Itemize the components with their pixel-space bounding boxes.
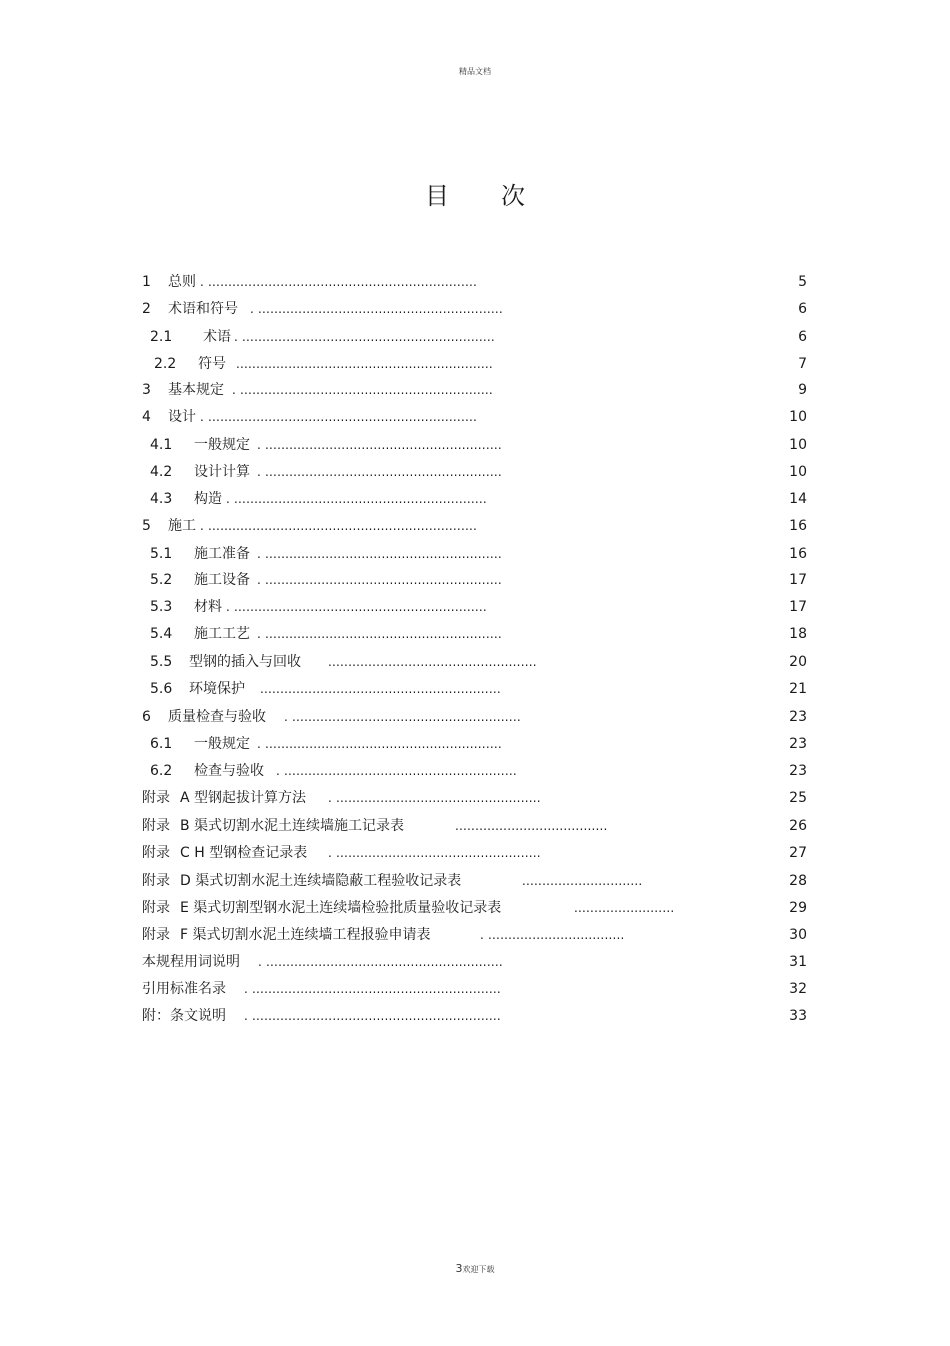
toc-page: 10 (789, 464, 807, 480)
toc-number: 6.2 (150, 763, 173, 779)
toc-leader: . ............................................................... (226, 600, 487, 614)
toc-entry[interactable] (0, 925, 950, 945)
toc-leader: . ........................................................... (258, 955, 503, 969)
toc-entry[interactable] (0, 624, 950, 644)
toc-title: 本规程用词说明 (142, 954, 240, 970)
toc-title: 施工设备 (194, 572, 250, 588)
toc-number: 附录 (142, 845, 170, 861)
toc-leader: . ........................................................... (257, 465, 502, 479)
toc-number: 2.1 (150, 329, 173, 345)
toc-page: 26 (789, 818, 807, 834)
toc-entry[interactable] (0, 489, 950, 509)
toc-number: 2 (142, 301, 151, 317)
toc-title: 施工准备 (194, 546, 250, 562)
toc-title: F 渠式切割水泥土连续墙工程报验申请表 (180, 927, 431, 943)
toc-title: A 型钢起拔计算方法 (180, 790, 307, 806)
toc-number: 2.2 (154, 356, 177, 372)
toc-leader: . .................................. (480, 928, 625, 942)
toc-entry[interactable] (0, 407, 950, 427)
toc-leader: . ........................................................... (257, 737, 502, 751)
toc-entry[interactable] (0, 327, 950, 347)
toc-page: 27 (789, 845, 807, 861)
toc-page: 17 (789, 599, 807, 615)
toc-page: 32 (789, 981, 807, 997)
toc-page: 33 (789, 1008, 807, 1024)
toc-title: 施工工艺 (194, 626, 250, 642)
toc-number: 1 (142, 274, 151, 290)
toc-title: 材料 (194, 599, 222, 615)
toc-leader: ...................................... (455, 819, 608, 833)
toc-number: 附录 (142, 873, 170, 889)
toc-page: 21 (789, 681, 807, 697)
toc-page: 9 (798, 382, 807, 398)
toc-number: 5.6 (150, 681, 173, 697)
toc-number: 5.5 (150, 654, 173, 670)
toc-title: 设计 (168, 409, 196, 425)
toc-number: 附录 (142, 790, 170, 806)
toc-entry[interactable] (0, 734, 950, 754)
toc-entry[interactable] (0, 979, 950, 999)
toc-title: 引用标准名录 (142, 981, 226, 997)
toc-leader: . .............................................................. (244, 1009, 501, 1023)
toc-leader: . ................................................................... (200, 410, 477, 424)
toc-entry[interactable] (0, 652, 950, 672)
toc-leader: . ................................................... (328, 791, 541, 805)
toc-leader: . .............................................................. (244, 982, 501, 996)
toc-number: 附录 (142, 900, 170, 916)
title-char-right: 次 (501, 182, 525, 210)
toc-page: 6 (798, 329, 807, 345)
toc-leader: . ............................................................... (232, 383, 493, 397)
toc-title: D 渠式切割水泥土连续墙隐蔽工程验收记录表 (180, 873, 462, 889)
toc-leader: . ............................................................... (234, 330, 495, 344)
toc-number: 5.2 (150, 572, 173, 588)
toc-number: 6 (142, 709, 151, 725)
toc-title: 设计计算 (194, 464, 250, 480)
toc-leader: .................................................... (328, 655, 537, 669)
toc-title: E 渠式切割型钢水泥土连续墙检验批质量验收记录表 (180, 900, 502, 916)
toc-page: 31 (789, 954, 807, 970)
toc-number: 4.2 (150, 464, 173, 480)
page-footer (0, 1262, 950, 1275)
toc-leader: . ................................................................... (200, 519, 477, 533)
toc-page: 28 (789, 873, 807, 889)
toc-leader: . ......................................................... (284, 710, 521, 724)
toc-entry[interactable] (0, 380, 950, 400)
toc-entry[interactable] (0, 679, 950, 699)
toc-leader: . ................................................... (328, 846, 541, 860)
toc-page: 16 (789, 518, 807, 534)
toc-number: 4.1 (150, 437, 173, 453)
toc-page: 18 (789, 626, 807, 642)
toc-leader: . ................................................................... (200, 275, 477, 289)
toc-number: 4.3 (150, 491, 173, 507)
toc-entry[interactable] (0, 570, 950, 590)
toc-title: 检查与验收 (194, 763, 264, 779)
toc-entry[interactable] (0, 871, 950, 891)
toc-leader: . ........................................................... (257, 438, 502, 452)
toc-page: 20 (789, 654, 807, 670)
title-char-left: 目 (425, 182, 449, 210)
toc-page: 29 (789, 900, 807, 916)
toc-number: 5.1 (150, 546, 173, 562)
toc-page: 23 (789, 709, 807, 725)
toc-page: 16 (789, 546, 807, 562)
toc-title: 附：条文说明 (142, 1008, 226, 1024)
toc-entry[interactable] (0, 898, 950, 918)
toc-number: 5.4 (150, 626, 173, 642)
toc-entry[interactable] (0, 1006, 950, 1026)
toc-leader: . .......................................................... (276, 764, 517, 778)
toc-entry[interactable] (0, 952, 950, 972)
toc-leader: . ........................................................... (257, 627, 502, 641)
toc-entry[interactable] (0, 272, 950, 292)
toc-entry[interactable] (0, 354, 950, 374)
toc-title: 质量检查与验收 (168, 709, 266, 725)
toc-title: 术语 (203, 329, 231, 345)
toc-page: 6 (798, 301, 807, 317)
toc-entry[interactable] (0, 462, 950, 482)
page-header: 精品文档 (459, 67, 491, 76)
toc-page: 10 (789, 409, 807, 425)
toc-leader: . ........................................................... (257, 547, 502, 561)
toc-number: 4 (142, 409, 151, 425)
footer-text: 欢迎下载 (462, 1265, 495, 1274)
toc-entry[interactable] (0, 544, 950, 564)
toc-page: 23 (789, 736, 807, 752)
toc-page: 10 (789, 437, 807, 453)
toc-title: 一般规定 (194, 437, 250, 453)
toc-title: 环境保护 (189, 681, 245, 697)
toc-entry[interactable] (0, 788, 950, 808)
toc-title: 一般规定 (194, 736, 250, 752)
toc-number: 5 (142, 518, 151, 534)
toc-leader: . ............................................................... (226, 492, 487, 506)
toc-title: 型钢的插入与回收 (189, 654, 301, 670)
toc-entry[interactable] (0, 516, 950, 536)
toc-leader: .............................. (522, 874, 643, 888)
toc-number: 3 (142, 382, 151, 398)
toc-number: 6.1 (150, 736, 173, 752)
toc-entry[interactable] (0, 707, 950, 727)
toc-entry[interactable] (0, 299, 950, 319)
toc-entry[interactable] (0, 816, 950, 836)
toc-number: 附录 (142, 818, 170, 834)
toc-leader: ............................................................ (260, 682, 501, 696)
toc-entry[interactable] (0, 843, 950, 863)
toc-entry[interactable] (0, 761, 950, 781)
toc-page: 30 (789, 927, 807, 943)
toc-leader: ................................................................ (236, 357, 493, 371)
toc-page: 25 (789, 790, 807, 806)
toc-title: 基本规定 (168, 382, 224, 398)
toc-number: 5.3 (150, 599, 173, 615)
toc-title: B 渠式切割水泥土连续墙施工记录表 (180, 818, 405, 834)
toc-page: 14 (789, 491, 807, 507)
toc-title: 构造 (194, 491, 222, 507)
toc-entry[interactable] (0, 435, 950, 455)
toc-page: 5 (798, 274, 807, 290)
toc-page: 17 (789, 572, 807, 588)
page-number: 3 (455, 1262, 463, 1275)
toc-page: 7 (798, 356, 807, 372)
toc-title: 施工 (168, 518, 196, 534)
toc-page: 23 (789, 763, 807, 779)
toc-title: 符号 (198, 356, 226, 372)
toc-leader: . ............................................................. (250, 302, 503, 316)
toc-number: 附录 (142, 927, 170, 943)
toc-title: 总则 (168, 274, 196, 290)
toc-leader: . ........................................................... (257, 573, 502, 587)
toc-leader: ......................... (574, 901, 675, 915)
toc-title: 术语和符号 (168, 301, 238, 317)
toc-title: C H 型钢检查记录表 (180, 845, 308, 861)
toc-entry[interactable] (0, 597, 950, 617)
